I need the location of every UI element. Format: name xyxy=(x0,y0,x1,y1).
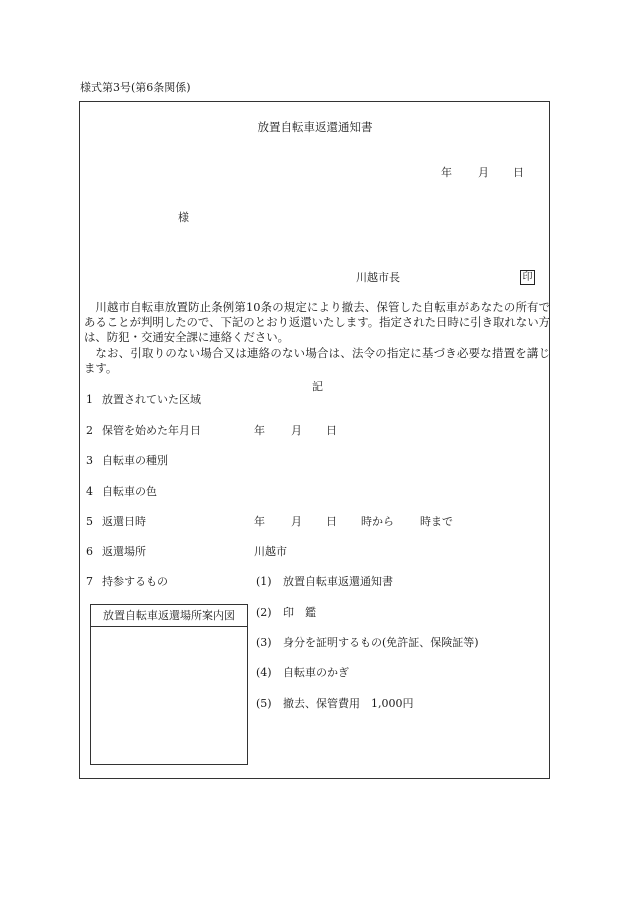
issuer-name: 川越市長 xyxy=(356,271,400,284)
item-number: 5 xyxy=(86,515,93,528)
year-label: 年 xyxy=(254,515,265,528)
item-number: 3 xyxy=(86,454,93,467)
bring-item-number: (2) xyxy=(256,606,272,619)
item-label-bicycle-color: 自転車の色 xyxy=(102,485,157,498)
document-title: 放置自転車返還通知書 xyxy=(257,120,373,134)
year-label: 年 xyxy=(254,424,265,437)
day-label: 日 xyxy=(326,424,337,437)
month-label: 月 xyxy=(478,166,489,179)
issue-date xyxy=(441,167,524,178)
item-label-return-place: 返還場所 xyxy=(102,545,146,558)
item-label-return-datetime: 返還日時 xyxy=(102,515,146,528)
notice-body xyxy=(84,300,550,376)
item-number: 7 xyxy=(86,575,93,588)
item-label-area: 放置されていた区域 xyxy=(102,393,201,406)
bring-item-text: 撤去、保管費用 1,000円 xyxy=(283,697,414,710)
day-label: 日 xyxy=(326,515,337,528)
month-label: 月 xyxy=(291,424,302,437)
month-label: 月 xyxy=(291,515,302,528)
item-label-bicycle-type: 自転車の種別 xyxy=(102,454,168,467)
bring-item-text: 放置自転車返還通知書 xyxy=(283,575,393,588)
bring-item-text: 印 鑑 xyxy=(283,606,316,619)
body-paragraph-1: 川越市自転車放置防止条例第10条の規定により撤去、保管した自転車があなたの所有であることが判明したので、下記のとおり返還いたします。指定された日時に引き取れない方は、防犯・交通安全課に連絡ください。 xyxy=(84,300,550,345)
item-number: 6 xyxy=(86,545,93,558)
item-number: 1 xyxy=(86,393,93,406)
return-datetime-value xyxy=(254,516,453,527)
bring-item-number: (3) xyxy=(256,636,272,649)
storage-date-value xyxy=(254,425,337,436)
time-from-label: 時から xyxy=(361,515,394,528)
seal-mark: 印 xyxy=(520,270,535,285)
time-until-label: 時まで xyxy=(420,515,453,528)
bring-item-text: 自転車のかぎ xyxy=(283,666,349,679)
ki-heading: 記 xyxy=(312,380,323,393)
bring-item-text: 身分を証明するもの(免許証、保険証等) xyxy=(283,636,479,649)
map-box-title: 放置自転車返還場所案内図 xyxy=(91,605,247,627)
return-place-value: 川越市 xyxy=(254,545,287,558)
body-paragraph-2: なお、引取りのない場合又は連絡のない場合は、法令の指定に基づき必要な措置を講じます。 xyxy=(84,345,550,375)
item-label-storage-date: 保管を始めた年月日 xyxy=(102,424,201,437)
bring-item-number: (1) xyxy=(256,575,272,588)
bring-item-number: (4) xyxy=(256,666,272,679)
item-label-items-to-bring: 持参するもの xyxy=(102,575,168,588)
year-label: 年 xyxy=(441,166,452,179)
return-location-map-box xyxy=(90,604,248,765)
item-number: 2 xyxy=(86,424,93,437)
bring-item-number: (5) xyxy=(256,697,272,710)
item-number: 4 xyxy=(86,485,93,498)
day-label: 日 xyxy=(513,166,524,179)
form-number: 様式第3号(第6条関係) xyxy=(80,81,191,94)
addressee-suffix: 様 xyxy=(178,211,189,224)
